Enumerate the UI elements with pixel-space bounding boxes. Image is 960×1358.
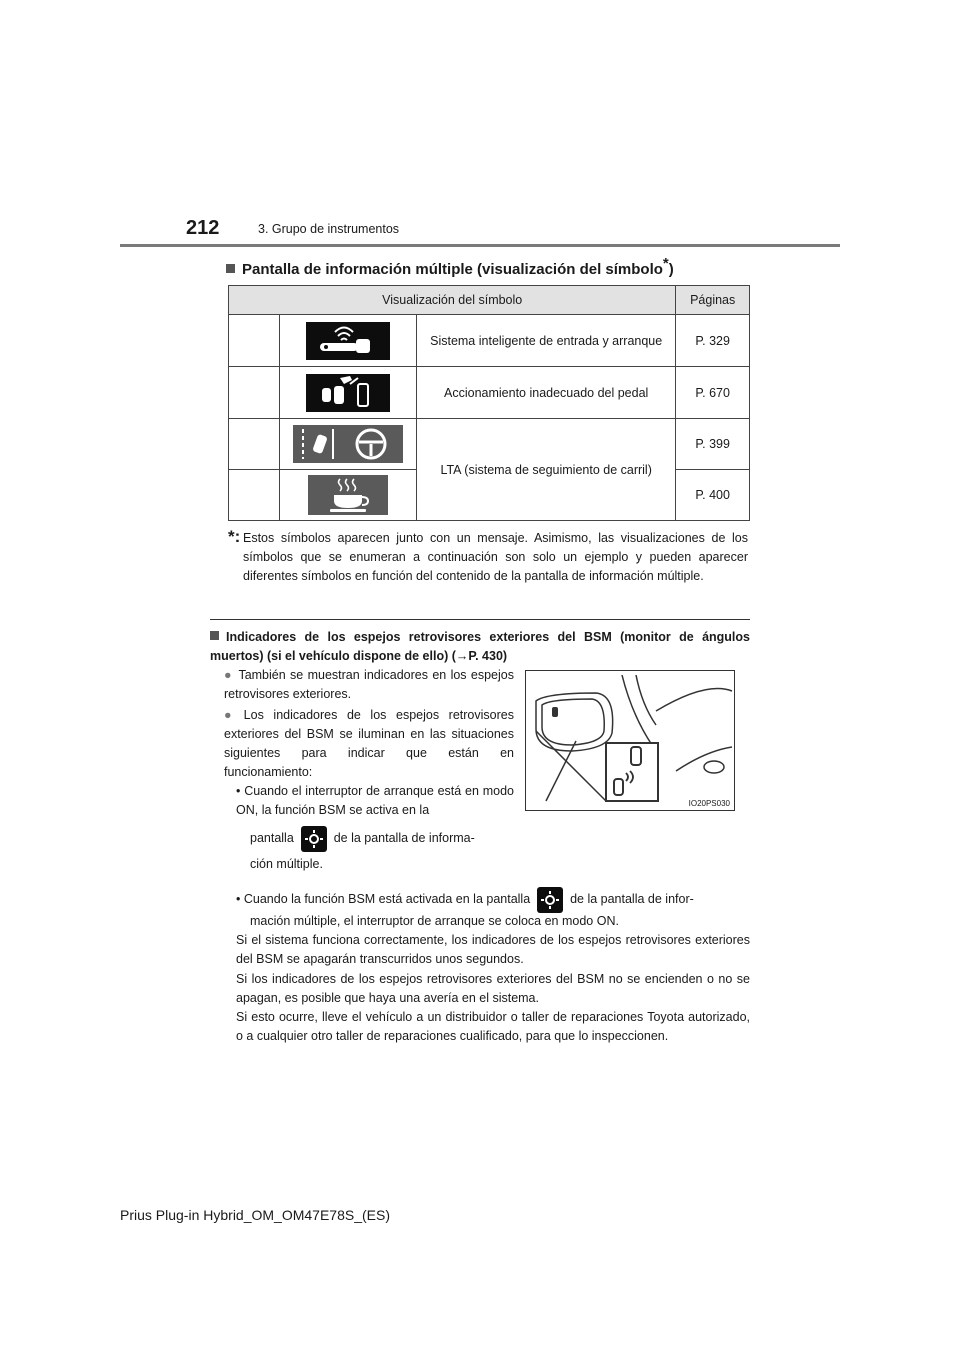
footnote: *: Estos símbolos aparecen junto con un mensaje. Asimismo, las visualizaciones de los símbolos que se enumeran a continuación son solo un ejemplo y pueden aparecer diferentes símbolos en función del contenido de la pantalla de información múltiple. (228, 527, 748, 583)
row-page: P. 400 (676, 470, 750, 521)
lane-steering-icon (293, 425, 403, 463)
row-page: P. 399 (676, 419, 750, 470)
bsm-mirror-illustration (525, 670, 735, 811)
figure-code: IO20PS030 (688, 799, 730, 808)
section-divider (210, 619, 750, 620)
list-item: • Cuando el interruptor de arranque está en modo ON, la función BSM se activa en la (236, 784, 514, 817)
circle-bullet-icon: ● (224, 668, 233, 682)
chapter-title: 3. Grupo de instrumentos (258, 222, 400, 236)
circle-bullet-icon: ● (224, 708, 238, 722)
row-page: P. 670 (676, 367, 750, 419)
list-item: • Cuando la función BSM está activada en la pantalla de la pantalla de infor- (236, 884, 756, 914)
row-description: LTA (sistema de seguimiento de carril) (416, 419, 675, 521)
gear-icon (537, 887, 563, 913)
table-row (229, 419, 750, 470)
header-divider (120, 244, 840, 247)
coffee-cup-icon (308, 475, 388, 515)
list-item: ● También se muestran indicadores en los espejos retrovisores exteriores. (224, 668, 514, 701)
paragraph: Si el sistema funciona correctamente, los indicadores de los espejos retrovisores exteriores del BSM se apagarán transcurridos unos segundos. (236, 933, 750, 966)
paragraph: Si esto ocurre, lleve el vehículo a un distribuidor o taller de reparaciones Toyota autorizado, o a cualquier otro taller de reparaciones cualificado, para que lo inspeccionen. (236, 1010, 750, 1043)
table-header-pages: Páginas (676, 286, 750, 315)
section-heading-bsm: Indicadores de los espejos retrovisores exteriores del BSM (monitor de ángulos muertos) (si el vehículo dispone de ello) (→P. 430) (210, 630, 750, 663)
section-heading-multi-info: Pantalla de información múltiple (visualización del símbolo*) (226, 255, 674, 278)
list-item-continuation: ción múltiple. (250, 857, 323, 871)
symbol-table (228, 285, 750, 521)
list-item: ● Los indicadores de los espejos retrovisores exteriores del BSM se iluminan en las situaciones siguientes para indicar que están en funcionamiento: (224, 708, 514, 779)
row-description: Sistema inteligente de entrada y arranque (416, 315, 675, 367)
list-item-continuation: mación múltiple, el interruptor de arranque se coloca en modo ON. (250, 914, 619, 928)
footer-doc-id: Prius Plug-in Hybrid_OM_OM47E78S_(ES) (120, 1207, 390, 1223)
list-item: pantalla de la pantalla de informa- (250, 823, 520, 853)
pedal-icon (306, 374, 390, 412)
page-number: 212 (186, 217, 220, 239)
row-page: P. 329 (676, 315, 750, 367)
square-bullet-icon (210, 631, 219, 640)
table-row (229, 367, 750, 419)
table-header-symbol: Visualización del símbolo (229, 286, 676, 315)
row-description: Accionamiento inadecuado del pedal (416, 367, 675, 419)
paragraph: Si los indicadores de los espejos retrovisores exteriores del BSM no se encienden o no se apagan, es posible que haya una avería en el sistema. (236, 972, 750, 1005)
smart-key-icon (306, 322, 390, 360)
table-row (229, 315, 750, 367)
gear-icon (301, 826, 327, 852)
square-bullet-icon (226, 264, 235, 273)
